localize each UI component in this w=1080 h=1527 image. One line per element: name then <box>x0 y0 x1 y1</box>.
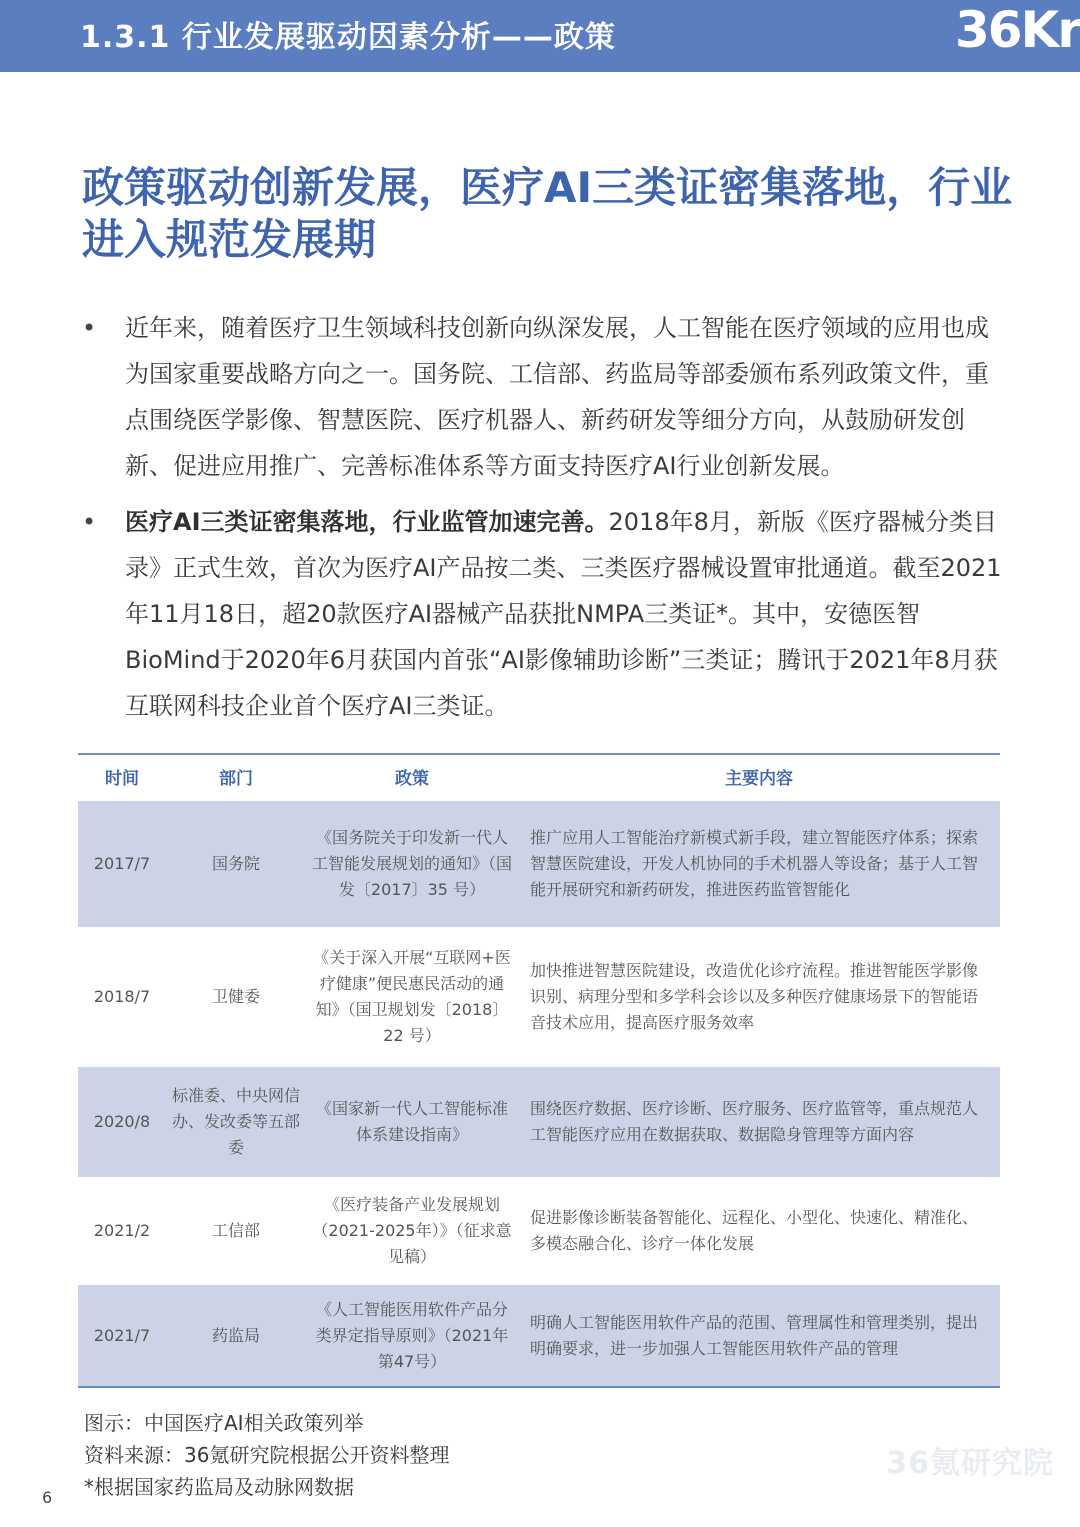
page-headline: 政策驱动创新发展，医疗AI三类证密集落地，行业进入规范发展期 <box>82 163 1013 264</box>
column-header-policy: 政策 <box>306 754 518 799</box>
brand-logo: 36Kr <box>955 1 1080 59</box>
data-source: 资料来源：36氪研究院根据公开资料整理 <box>84 1443 450 1467</box>
cell-department: 卫健委 <box>166 929 306 1065</box>
cell-department: 工信部 <box>166 1179 306 1283</box>
cell-content: 明确人工智能医用软件产品的范围、管理属性和管理类别，提出明确要求，进一步加强人工智能医用软件产品的管理 <box>518 1283 1000 1387</box>
cell-department: 标准委、中央网信办、发改委等五部委 <box>166 1065 306 1179</box>
cell-content: 加快推进智慧医院建设，改造优化诊疗流程。推进智能医学影像识别、病理分型和多学科会诊以及多种医疗健康场景下的智能语音技术应用，提高医疗服务效率 <box>518 929 1000 1065</box>
cell-time: 2021/2 <box>78 1179 166 1283</box>
table-row <box>78 799 1000 929</box>
cell-policy: 《国务院关于印发新一代人工智能发展规划的通知》（国发〔2017〕35 号） <box>306 799 518 929</box>
cell-policy: 《医疗装备产业发展规划（2021-2025年）》（征求意见稿） <box>306 1179 518 1283</box>
bullet-list <box>82 305 1002 739</box>
column-header-content: 主要内容 <box>518 754 1000 799</box>
bullet-text <box>125 499 1002 729</box>
cell-policy: 《人工智能医用软件产品分类界定指导原则》（2021年第47号） <box>306 1283 518 1387</box>
table-row <box>78 929 1000 1065</box>
figure-notes <box>84 1407 449 1503</box>
cell-time: 2017/7 <box>78 799 166 929</box>
cell-content: 促进影像诊断装备智能化、远程化、小型化、快速化、精准化、多模态融合化、诊疗一体化发展 <box>518 1179 1000 1283</box>
policy-table <box>78 753 1000 1388</box>
table-row <box>78 1283 1000 1387</box>
watermark: 36氪研究院 <box>886 1446 1054 1481</box>
figure-caption: 图示：中国医疗AI相关政策列举 <box>84 1411 364 1435</box>
page-number: 6 <box>42 1488 53 1507</box>
cell-content: 推广应用人工智能治疗新模式新手段，建立智能医疗体系；探索智慧医院建设，开发人机协同的手术机器人等设备；基于人工智能开展研究和新药研发，推进医药监管智能化 <box>518 799 1000 929</box>
cell-content: 围绕医疗数据、医疗诊断、医疗服务、医疗监管等，重点规范人工智能医疗应用在数据获取、数据隐身管理等方面内容 <box>518 1065 1000 1179</box>
table-row <box>78 1179 1000 1283</box>
cell-time: 2021/7 <box>78 1283 166 1387</box>
cell-time: 2020/8 <box>78 1065 166 1179</box>
cell-policy: 《关于深入开展“互联网+医疗健康”便民惠民活动的通知》（国卫规划发〔2018〕22 号） <box>306 929 518 1065</box>
bullet-item <box>82 499 1002 729</box>
footnote: *根据国家药监局及动脉网数据 <box>84 1475 354 1499</box>
cell-time: 2018/7 <box>78 929 166 1065</box>
bullet-body: 2018年8月，新版《医疗器械分类目录》正式生效，首次为医疗AI产品按二类、三类医疗器械设置审批通道。截至2021年11月18日，超20款医疗AI器械产品获批NMPA三类证*。其中，安德医智BioMind于2020年6月获国内首张“AI影像辅助诊断”三类证；腾讯于2021年8月获互联网科技企业首个医疗AI三类证。 <box>125 508 1002 720</box>
cell-policy: 《国家新一代人工智能标准体系建设指南》 <box>306 1065 518 1179</box>
bullet-item <box>82 305 1002 489</box>
column-header-department: 部门 <box>166 754 306 799</box>
column-header-time: 时间 <box>78 754 166 799</box>
cell-department: 药监局 <box>166 1283 306 1387</box>
section-title: 1.3.1 行业发展驱动因素分析——政策 <box>80 20 616 55</box>
table-row <box>78 1065 1000 1179</box>
bullet-body: 近年来，随着医疗卫生领域科技创新向纵深发展，人工智能在医疗领域的应用也成为国家重要战略方向之一。国务院、工信部、药监局等部委颁布系列政策文件，重点围绕医学影像、智慧医院、医疗机器人、新药研发等细分方向，从鼓励研发创新、促进应用推广、完善标准体系等方面支持医疗AI行业创新发展。 <box>125 314 989 480</box>
bullet-dot-icon: • <box>82 314 97 342</box>
bullet-dot-icon: • <box>82 508 97 536</box>
policy-table-container <box>78 753 1000 1388</box>
bullet-text <box>125 305 1002 489</box>
cell-department: 国务院 <box>166 799 306 929</box>
table-header-row <box>78 754 1000 799</box>
bullet-bold-lead: 医疗AI三类证密集落地，行业监管加速完善。 <box>125 508 609 536</box>
page-header <box>0 0 1080 72</box>
